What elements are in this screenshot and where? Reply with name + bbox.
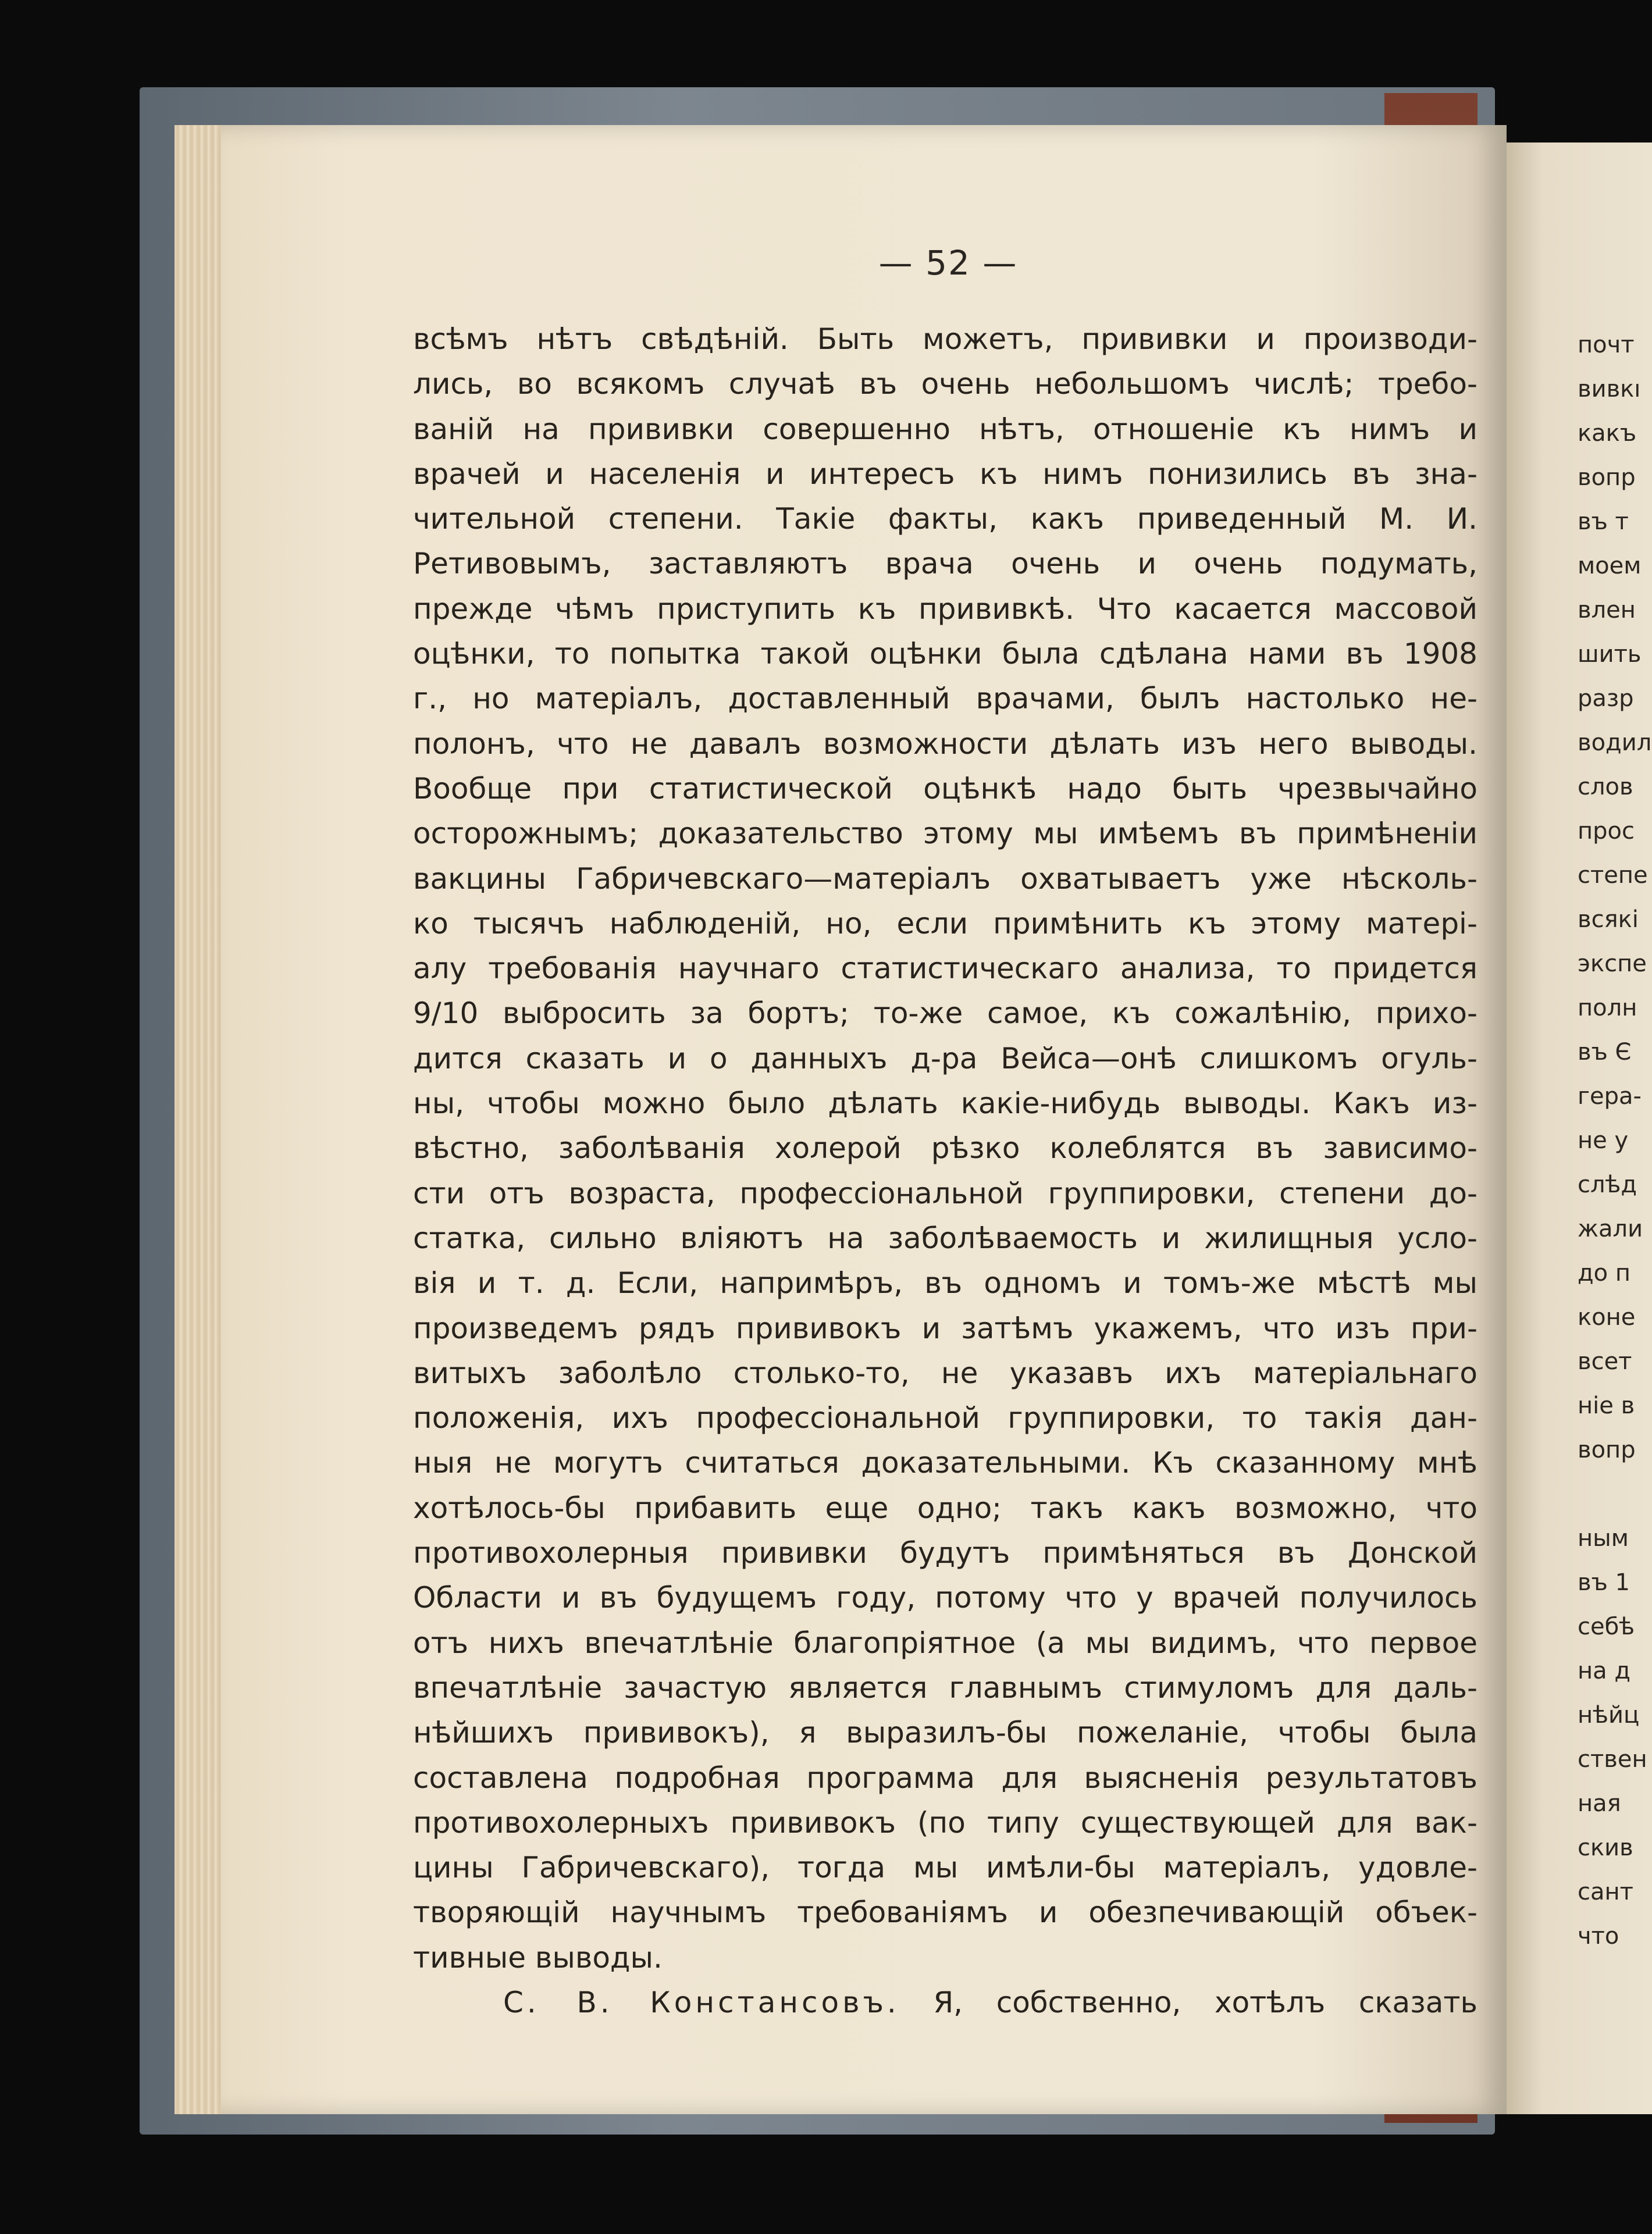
- text-line: статка, сильно вліяютъ на заболѣваемость и жилищныя усло-: [413, 1221, 1477, 1255]
- facing-line: экспе: [1578, 950, 1647, 977]
- facing-line: до п: [1578, 1260, 1630, 1287]
- text-line: Области и въ будущемъ году, потому что у врачей получилось: [413, 1581, 1477, 1615]
- speaker-name: С. В. Констансовъ.: [503, 1985, 900, 2019]
- facing-line: почт: [1578, 332, 1635, 358]
- facing-line: нѣйц: [1578, 1702, 1640, 1729]
- facing-line: вопр: [1578, 464, 1636, 491]
- page-number: — 52 —: [878, 243, 1018, 283]
- facing-gap: [1578, 1472, 1652, 1516]
- facing-line: скив: [1578, 1834, 1633, 1861]
- text-line: врачей и населенія и интересъ къ нимъ понизились въ зна-: [413, 457, 1477, 491]
- facing-line: ствен: [1578, 1746, 1647, 1773]
- text-line: хотѣлось-бы прибавить еще одно; такъ какъ возможно, что: [413, 1491, 1477, 1525]
- text-line: г., но матеріалъ, доставленный врачами, былъ настолько не-: [413, 682, 1477, 716]
- text-line: вѣстно, заболѣванія холерой рѣзко колеблятся въ зависимо-: [413, 1131, 1477, 1166]
- facing-line: полн: [1578, 995, 1637, 1021]
- facing-line: прос: [1578, 818, 1635, 845]
- text-line: сти отъ возраста, профессіональной группировки, степени до-: [413, 1176, 1477, 1210]
- facing-line: что: [1578, 1923, 1619, 1950]
- facing-line: на д: [1578, 1658, 1631, 1684]
- facing-line: слѣд: [1578, 1171, 1637, 1198]
- speaker-line: [413, 1980, 1477, 2025]
- facing-line: себѣ: [1578, 1613, 1635, 1640]
- text-line: вія и т. д. Если, напримѣръ, въ одномъ и томъ-же мѣстѣ мы: [413, 1266, 1477, 1301]
- text-line: полонъ, что не давалъ возможности дѣлать изъ него выводы.: [413, 726, 1477, 761]
- facing-line: въ Є: [1578, 1039, 1632, 1066]
- text-line: осторожнымъ; доказательство этому мы имѣемъ въ примѣненіи: [413, 817, 1477, 851]
- facing-line: жали: [1578, 1216, 1643, 1242]
- text-line: алу требованія научнаго статистическаго анализа, то придется: [413, 952, 1477, 986]
- text-line: ны, чтобы можно было дѣлать какіе-нибудь выводы. Какъ из-: [413, 1086, 1477, 1121]
- facing-line: ніе в: [1578, 1392, 1635, 1419]
- text-line: отъ нихъ впечатлѣніе благопріятное (а мы видимъ, что первое: [413, 1626, 1477, 1660]
- facing-line: всет: [1578, 1348, 1632, 1375]
- facing-line: въ 1: [1578, 1569, 1630, 1596]
- body-text: [413, 317, 1477, 2025]
- text-line: ко тысячъ наблюденій, но, если примѣнить къ этому матері-: [413, 906, 1477, 940]
- speaker-text: Я, собственно, хотѣлъ сказать: [899, 1985, 1477, 2019]
- text-line: положенія, ихъ профессіональной группировки, то такія дан-: [413, 1401, 1477, 1435]
- facing-line: ная: [1578, 1790, 1621, 1817]
- text-line: ныя не могутъ считаться доказательными. Къ сказанному мнѣ: [413, 1446, 1477, 1480]
- facing-line: всякі: [1578, 906, 1639, 933]
- facing-line: въ т: [1578, 508, 1629, 535]
- facing-line: слов: [1578, 774, 1633, 800]
- text-line: впечатлѣніе зачастую является главнымъ стимуломъ для даль-: [413, 1670, 1477, 1705]
- text-line: цины Габричевскаго), тогда мы имѣли-бы матеріалъ, удовле-: [413, 1851, 1477, 1885]
- text-line: 9/10 выбросить за бортъ; то-же самое, къ сожалѣнію, прихо-: [413, 996, 1477, 1031]
- facing-line: моем: [1578, 553, 1642, 579]
- text-line: Вообще при статистической оцѣнкѣ надо быть чрезвычайно: [413, 771, 1477, 806]
- facing-line: степе: [1578, 862, 1648, 889]
- facing-line: вивкı: [1578, 376, 1641, 402]
- facing-line: шить: [1578, 641, 1642, 668]
- text-line: составлена подробная программа для выясненія результатовъ: [413, 1761, 1477, 1795]
- facing-line: ным: [1578, 1525, 1629, 1552]
- text-line: тивные выводы.: [413, 1940, 663, 1975]
- text-line: ваній на прививки совершенно нѣтъ, отношеніе къ нимъ и: [413, 412, 1477, 446]
- text-line: творяющій научнымъ требованіямъ и обезпечивающій объек-: [413, 1895, 1477, 1930]
- facing-line: не у: [1578, 1127, 1629, 1154]
- text-line: лись, во всякомъ случаѣ въ очень небольшомъ числѣ; требо-: [413, 367, 1477, 401]
- facing-line: гера-: [1578, 1083, 1642, 1110]
- text-line: всѣмъ нѣтъ свѣдѣній. Быть можетъ, прививки и производи-: [413, 322, 1477, 356]
- text-line: оцѣнки, то попытка такой оцѣнки была сдѣлана нами въ 1908: [413, 637, 1477, 671]
- text-line: дится сказать и о данныхъ д-ра Вейса—онѣ слишкомъ огуль-: [413, 1041, 1477, 1075]
- facing-line: влен: [1578, 597, 1636, 623]
- facing-line: коне: [1578, 1304, 1636, 1331]
- facing-line: разр: [1578, 685, 1634, 712]
- text-line: произведемъ рядъ прививокъ и затѣмъ укажемъ, что изъ при-: [413, 1311, 1477, 1345]
- text-line: витыхъ заболѣло столько-то, не указавъ ихъ матеріальнаго: [413, 1356, 1477, 1390]
- text-line: вакцины Габричевскаго—матеріалъ охватываетъ уже нѣсколь-: [413, 861, 1477, 896]
- facing-line: вопр: [1578, 1437, 1636, 1463]
- text-line: Ретивовымъ, заставляютъ врача очень и очень подумать,: [413, 547, 1477, 581]
- text-line: противохолерныя прививки будутъ примѣняться въ Донской: [413, 1536, 1477, 1570]
- text-line: нѣйшихъ прививокъ), я выразилъ-бы пожеланіе, чтобы была: [413, 1716, 1477, 1750]
- text-line: чительной степени. Такіе факты, какъ приведенный М. И.: [413, 502, 1477, 536]
- facing-line: какъ: [1578, 420, 1637, 447]
- facing-line: сант: [1578, 1879, 1633, 1905]
- text-line: противохолерныхъ прививокъ (по типу существующей для вак-: [413, 1805, 1477, 1840]
- text-line: прежде чѣмъ приступить къ прививкѣ. Что касается массовой: [413, 592, 1477, 626]
- facing-page-text: [1578, 323, 1652, 1958]
- facing-line: водил: [1578, 729, 1652, 756]
